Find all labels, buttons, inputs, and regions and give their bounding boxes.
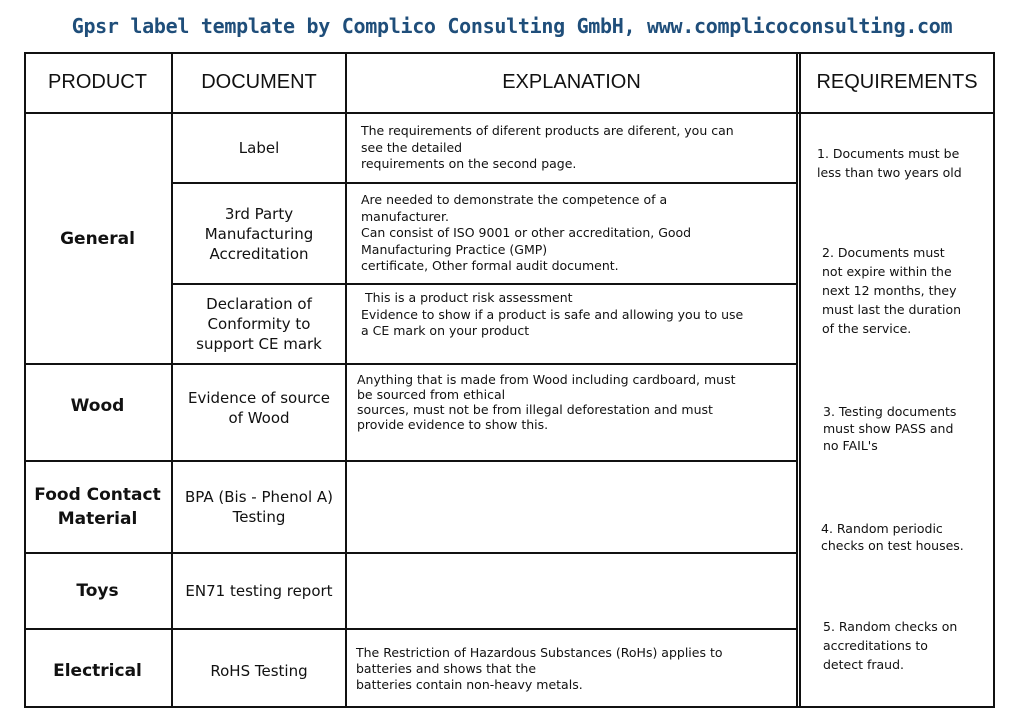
column-divider-explanation: [796, 52, 798, 708]
doc-bpa-line2: Testing: [232, 508, 286, 526]
req-line: 3. Testing documents: [823, 404, 957, 419]
expl-line: Are needed to demonstrate the competence of a: [361, 192, 668, 208]
expl-line: Manufacturing Practice (GMP): [361, 241, 548, 257]
req-line: 1. Documents must be: [817, 146, 960, 161]
expl-declaration: [361, 285, 791, 345]
expl-line: see the detailed: [361, 139, 463, 155]
product-general: General: [60, 228, 135, 249]
doc-3rd-party-line3: Accreditation: [209, 244, 309, 263]
requirement-3: [823, 403, 956, 454]
expl-line: batteries and shows that the: [356, 661, 537, 676]
req-line: accreditations to: [823, 638, 928, 653]
req-line: less than two years old: [817, 165, 962, 180]
header-explanation: EXPLANATION: [502, 70, 641, 93]
expl-line: batteries contain non-heavy metals.: [356, 677, 583, 692]
header-product: PRODUCT: [48, 70, 147, 93]
product-food-contact: [24, 462, 171, 552]
expl-label: [361, 114, 791, 182]
doc-bpa-line1: BPA (Bis - Phenol A): [185, 488, 333, 506]
doc-declaration-line3: support CE mark: [196, 335, 322, 353]
req-line: not expire within the: [822, 264, 952, 279]
doc-3rd-party-line1: 3rd Party: [224, 204, 294, 223]
req-line: 5. Random checks on: [823, 619, 958, 634]
doc-bpa: [173, 462, 345, 552]
req-line: no FAIL's: [823, 438, 878, 453]
column-divider-document: [345, 52, 347, 708]
expl-line: certificate, Other formal audit document.: [361, 258, 619, 274]
expl-line: The Restriction of Hazardous Substances (RoHs) applies to: [356, 645, 723, 660]
product-food-line2: Material: [57, 509, 138, 529]
expl-line: manufacturer.: [361, 208, 449, 224]
requirement-4: [821, 520, 964, 554]
doc-wood-evidence: [173, 365, 345, 460]
page-title: Gpsr label template by Complico Consulting GmbH, www.complicoconsulting.com: [71, 14, 953, 38]
doc-wood-line2: of Wood: [228, 408, 290, 427]
doc-label: Label: [238, 139, 280, 157]
expl-line: requirements on the second page.: [361, 156, 577, 172]
expl-line: Can consist of ISO 9001 or other accreditation, Good: [361, 225, 692, 241]
req-line: detect fraud.: [823, 657, 904, 672]
requirement-5: [823, 617, 957, 674]
req-line: must show PASS and: [823, 421, 954, 436]
expl-line: be sourced from ethical: [357, 387, 506, 402]
product-toys: Toys: [76, 581, 119, 601]
doc-wood-line1: Evidence of source: [187, 388, 331, 407]
expl-3rd-party: [361, 184, 791, 283]
req-line: 2. Documents must: [822, 245, 945, 260]
expl-wood: [357, 372, 791, 452]
doc-rohs: RoHS Testing: [210, 662, 308, 680]
doc-declaration-line2: Conformity to: [207, 315, 311, 333]
doc-3rd-party-line2: Manufacturing: [204, 224, 314, 243]
req-line: next 12 months, they: [822, 283, 957, 298]
expl-line: a CE mark on your product: [361, 323, 530, 339]
req-line: must last the duration: [822, 302, 962, 317]
expl-line: The requirements of diferent products are diferent, you can: [361, 123, 734, 139]
req-line: checks on test houses.: [821, 538, 964, 553]
requirement-2: [822, 243, 961, 338]
column-divider-explanation-2: [799, 52, 801, 708]
requirement-1: [817, 144, 962, 182]
req-line: of the service.: [822, 321, 912, 336]
doc-declaration: [173, 285, 345, 363]
header-document: DOCUMENT: [201, 70, 317, 93]
expl-line: This is a product risk assessment: [361, 290, 573, 306]
header-requirements: REQUIREMENTS: [816, 70, 978, 93]
doc-en71: EN71 testing report: [185, 582, 333, 600]
expl-line: sources, must not be from illegal deforestation and must: [357, 402, 713, 417]
expl-line: Anything that is made from Wood including cardboard, must: [357, 372, 736, 387]
doc-3rd-party: [173, 184, 345, 283]
expl-line: Evidence to show if a product is safe and allowing you to use: [361, 306, 744, 322]
product-electrical: Electrical: [53, 661, 142, 681]
product-wood: Wood: [70, 395, 125, 416]
expl-line: provide evidence to show this.: [357, 417, 549, 432]
expl-rohs: [356, 630, 791, 708]
doc-declaration-line1: Declaration of: [206, 295, 312, 313]
product-food-line1: Food Contact: [34, 485, 161, 505]
req-line: 4. Random periodic: [821, 521, 943, 536]
